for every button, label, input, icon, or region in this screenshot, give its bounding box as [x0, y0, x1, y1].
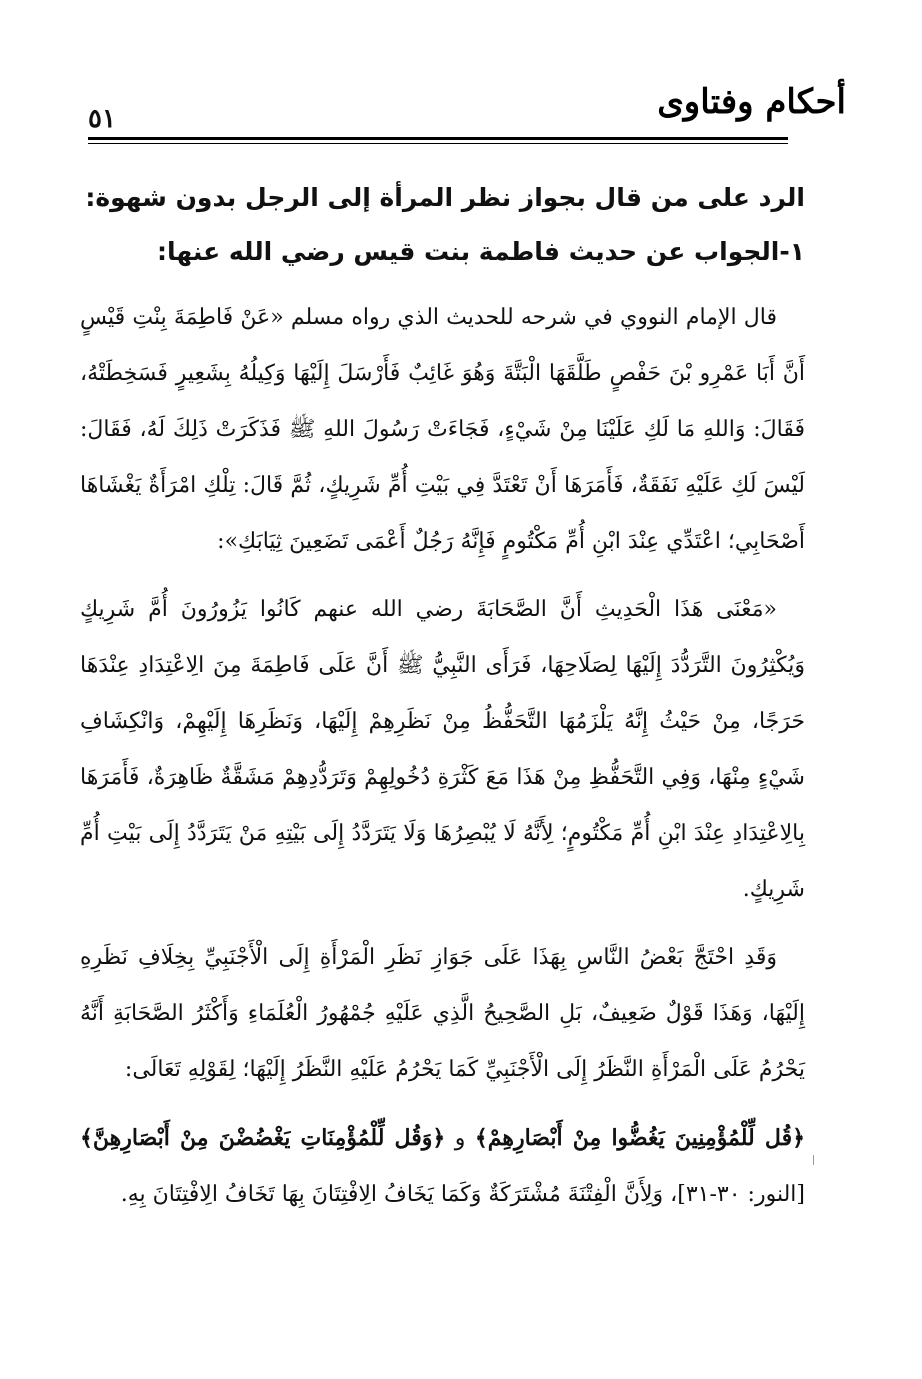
section-heading: الرد على من قال بجواز نظر المرأة إلى الرجل بدون شهوة:: [85, 183, 805, 212]
quran-connector: و: [454, 1126, 466, 1151]
page-header: [0, 0, 922, 160]
paragraph-2: «مَعْنَى هَذَا الْحَدِيثِ أَنَّ الصَّحَابَةَ رضي الله عنهم كَانُوا يَزُورُونَ أُمَّ شَرِيكٍ وَيُكْثِرُونَ التَّرَدُّدَ إِلَيْهَا لِصَلَاحِهَا، فَرَأَى النَّبِيُّ ﷺ أَنَّ عَلَى فَاطِمَةَ مِنَ الِاعْتِدَادِ عِنْدَهَا حَرَجًا، مِنْ حَيْثُ إِنَّهُ يَلْزَمُهَا التَّحَفُّظُ مِنْ نَظَرِهِمْ إِلَيْهَا، وَنَظَرِهَا إِلَيْهِمْ، وَانْكِشَافِ شَيْءٍ مِنْهَا، وَفِي التَّحَفُّظِ مِنْ هَذَا مَعَ كَثْرَةِ دُخُولِهِمْ وَتَرَدُّدِهِمْ مَشَقَّةٌ ظَاهِرَةٌ، فَأَمَرَهَا بِالِاعْتِدَادِ عِنْدَ ابْنِ أُمِّ مَكْتُومٍ؛ لِأَنَّهُ لَا يُبْصِرُهَا وَلَا يَتَرَدَّدُ إِلَى بَيْتِهِ مَنْ يَتَرَدَّدُ إِلَى بَيْتِ أُمِّ شَرِيكٍ.: [80, 597, 805, 902]
quran-paragraph: [80, 1110, 805, 1223]
page-number: ٥١: [88, 104, 116, 134]
page-body: [80, 170, 805, 1235]
paragraph-3-text: وَقَدِ احْتَجَّ بَعْضُ النَّاسِ بِهَذَا عَلَى جَوَازِ نَظَرِ الْمَرْأَةِ إِلَى الْأَجْنَبِيِّ بِخِلَافِ نَظَرِهِ إِلَيْهَا، وَهَذَا قَوْلٌ ضَعِيفٌ، بَلِ الصَّحِيحُ الَّذِي عَلَيْهِ جُمْهُورُ الْعُلَمَاءِ وَأَكْثَرُ الصَّحَابَةِ أَنَّهُ يَحْرُمُ عَلَى الْمَرْأَةِ النَّظَرُ إِلَى الْأَجْنَبِيِّ كَمَا يَحْرُمُ عَلَيْهِ النَّظَرُ إِلَيْهَا؛ لِقَوْلِهِ تَعَالَى:: [80, 945, 805, 1082]
paragraph-3: [80, 930, 805, 1098]
quran-verse-1: ﴿قُل لِّلْمُؤْمِنِينَ يَغُضُّوا مِنْ أَبْصَارِهِمْ﴾: [474, 1125, 805, 1151]
quran-verse-2: ﴿وَقُل لِّلْمُؤْمِنَاتِ يَغْضُضْنَ مِنْ أَبْصَارِهِنَّ﴾: [80, 1125, 446, 1151]
header-rule-thin: [88, 143, 788, 144]
book-title: أحكام وفتاوى: [657, 82, 846, 122]
page-mark: [813, 1155, 814, 1165]
closing-text: ، وَلِأَنَّ الْفِتْنَةَ مُشْتَرَكَةٌ وَكَمَا يَخَافُ الِافْتِتَانَ بِهَا تَخَافُ الِافْتِتَانَ بِهِ.: [120, 1182, 678, 1207]
quran-citation: [النور: ٣٠-٣١]: [677, 1182, 805, 1207]
header-rule: [88, 137, 788, 140]
paragraph-1: قال الإمام النووي في شرحه للحديث الذي رواه مسلم «عَنْ فَاطِمَةَ بِنْتِ قَيْسٍ أَنَّ أَبَا عَمْرِو بْنَ حَفْصٍ طَلَّقَهَا الْبَتَّةَ وَهُوَ غَائِبٌ فَأَرْسَلَ إِلَيْهَا وَكِيلُهُ بِشَعِيرٍ فَسَخِطَتْهُ، فَقَالَ: وَاللهِ مَا لَكِ عَلَيْنَا مِنْ شَيْءٍ، فَجَاءَتْ رَسُولَ اللهِ ﷺ فَذَكَرَتْ ذَلِكَ لَهُ، فَقَالَ: لَيْسَ لَكِ عَلَيْهِ نَفَقَةٌ، فَأَمَرَهَا أَنْ تَعْتَدَّ فِي بَيْتِ أُمِّ شَرِيكٍ، ثُمَّ قَالَ: تِلْكِ امْرَأَةٌ يَغْشَاهَا أَصْحَابِي؛ اعْتَدِّي عِنْدَ ابْنِ أُمِّ مَكْتُومٍ فَإِنَّهُ رَجُلٌ أَعْمَى تَضَعِينَ ثِيَابَكِ»:: [80, 305, 805, 554]
section-subheading: ١-الجواب عن حديث فاطمة بنت قيس رضي الله عنها:: [156, 237, 805, 266]
